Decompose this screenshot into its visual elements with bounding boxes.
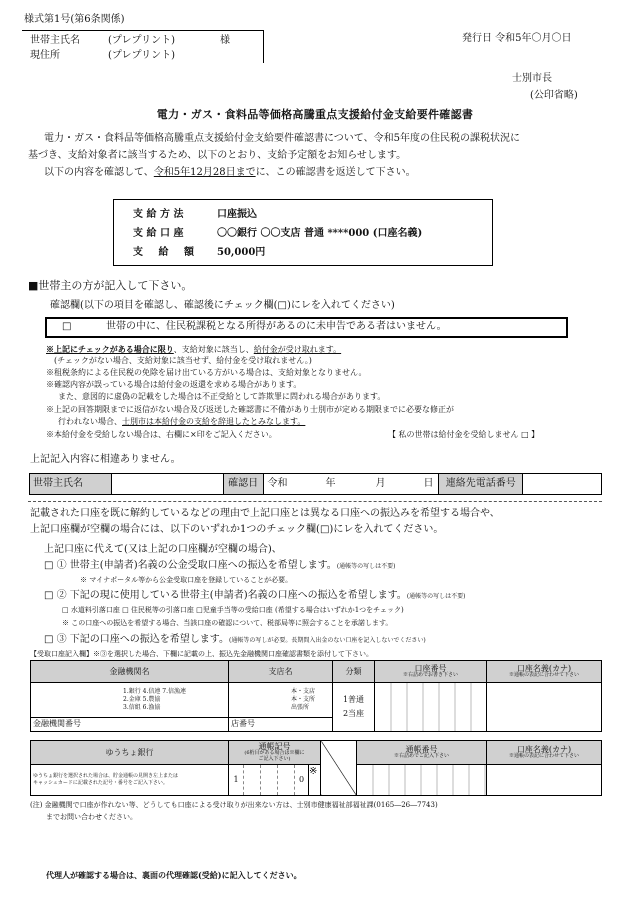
- name-field[interactable]: [111, 474, 223, 495]
- issuer: 士別市長: [512, 73, 552, 84]
- section2-lead: 上記口座に代えて(又は上記の口座欄が空欄の場合)、: [44, 544, 282, 555]
- yucho-number-header: 通帳番号 ※右詰めでご記入下さい: [357, 741, 487, 765]
- note-1-sub: (チェックがない場合、支給対象に該当せず、給付金を受け取れません。): [54, 356, 312, 365]
- phone-header: 連絡先電話番号: [439, 474, 523, 495]
- yucho-number-field[interactable]: [357, 765, 487, 796]
- yucho-header: ゆうちょ銀行: [31, 741, 229, 765]
- holder-field[interactable]: [487, 683, 602, 732]
- decline-checkbox[interactable]: 【 私の世帯は給付金を受給しません □ 】: [388, 430, 540, 439]
- bank-header: 金融機関名: [31, 661, 229, 683]
- method-value: 口座振込: [217, 209, 257, 220]
- yucho-slash-cell: [321, 741, 357, 796]
- yucho-symbol-field[interactable]: 1 0 ※: [229, 765, 321, 796]
- account-value: 〇〇銀行 〇〇支店 普通 ****000 (口座名義): [217, 228, 423, 239]
- yucho-holder-field[interactable]: [487, 765, 602, 796]
- account-label: 支 給 口 座: [133, 228, 184, 239]
- yucho-table: [30, 740, 602, 796]
- amount-value: 50,000円: [217, 247, 266, 258]
- option-3[interactable]: □ ③ 下記の口座への振込を希望します。(通帳等の写しが必要。長期間入出金のない口座を記入しないでください): [44, 634, 426, 645]
- proxy-note: 代理人が確認する場合は、裏面の代理確認(受給)に記入してください。: [46, 870, 302, 880]
- holder-header: 口座名義(カナ) ※通帳の表記に合わせて下さい: [487, 661, 602, 683]
- yucho-note: ゆうちょ銀行を選択された場合は、貯金通帳の見開き左上または キャッシュカードに記載された記号・番号をご記入下さい。: [31, 765, 229, 796]
- acct-header: 口座番号 ※右詰めでお書き下さい: [375, 661, 487, 683]
- intro-line-2: 基づき、支給対象者に該当するため、以下のとおり、支給予定額をお知らせします。: [28, 150, 407, 161]
- check-instruction: 確認欄(以下の項目を確認し、確認後にチェック欄(□)にレを入れてください): [50, 300, 395, 311]
- page-title: 電力・ガス・食料品等価格高騰重点支援給付金支給要件確認書: [156, 108, 474, 121]
- note-5: ※本給付金を受給しない場合は、右欄に×印をご記入ください。: [46, 430, 277, 439]
- bank-code-field[interactable]: 金融機関番号: [31, 717, 229, 731]
- intro-line-1: 電力・ガス・食料品等価格高騰重点支援給付金支給要件確認書について、令和5年度の住民税の課税状況に: [44, 133, 520, 144]
- option-2-choices[interactable]: □ 水道料引落口座 □ 住民税等の引落口座 □児童手当等の受給口座 (希望する場合はいずれか1つをチェック): [62, 606, 404, 614]
- amount-label: 支 給 額: [133, 247, 200, 258]
- table-caption: 【受取口座記入欄】※③を選択した場合、下欄に記載の上、振込先金融機関口座確認書類を添付して下さい。: [30, 650, 373, 658]
- branch-code-field[interactable]: 店番号: [229, 717, 333, 731]
- issue-date: 発行日 令和5年〇月〇日: [462, 33, 572, 44]
- name-label: 世帯主氏名: [30, 35, 80, 46]
- option-2[interactable]: □ ② 下記の現に使用している世帯主(申請者)名義の口座への振込を希望します。(通帳等の写しは不要): [44, 590, 466, 601]
- yucho-holder-header: 口座名義(カナ) ※通帳の表記に合わせて下さい: [487, 741, 602, 765]
- phone-field[interactable]: [523, 474, 602, 495]
- address-label: 現住所: [30, 50, 60, 61]
- bank-table: [30, 660, 602, 732]
- seal-note: (公印省略): [530, 90, 578, 101]
- branch-header: 支店名: [229, 661, 333, 683]
- option-1-note: ※ マイナポータル等から公金受取口座を登録していることが必要。: [80, 576, 293, 584]
- name-header: 世帯主氏名: [30, 474, 112, 495]
- divider: [28, 501, 602, 502]
- address-value: (プレプリント): [108, 50, 176, 61]
- contact-note: (注) 金融機関で口座が作れない等、どうしても口座による受け取りが出来ない方は、士別市健康福祉部福祉課(0165―26―7743): [30, 801, 438, 809]
- acct-number-field[interactable]: [375, 683, 487, 732]
- type-header: 分類: [333, 661, 375, 683]
- confirm-text: 上記記入内容に相違ありません。: [30, 454, 181, 465]
- yucho-symbol-header: 通帳記号 (6桁目がある場合は※欄に ご記入下さい): [229, 741, 321, 765]
- type-field[interactable]: 1普通 2当座: [333, 683, 375, 732]
- note-2: ※租税条約による住民税の免除を届け出ている方がいる場合は、支給対象となりません。: [46, 368, 367, 377]
- note-3-sub: また、意図的に虚偽の記載をした場合は不正受給として詐欺罪に問われる場合があります。: [58, 392, 386, 401]
- note-4a: ※上記の回答期限までに返信がない場合及び返送した確認書に不備があり士別市が定める期限までに必要な修正が: [46, 405, 454, 414]
- check-statement: 世帯の中に、住民税課税となる所得があるのに未申告である者はいません。: [106, 321, 447, 332]
- branch-name-field[interactable]: 本・支店 本・支所 出張所: [229, 683, 333, 717]
- date-header: 確認日: [223, 474, 263, 495]
- form-number: 様式第1号(第6条関係): [24, 14, 125, 25]
- option-2-note: ※ この口座への振込を希望する場合、当該口座の確認について、税部局等に照会することを承諾します。: [62, 619, 393, 627]
- method-label: 支 給 方 法: [133, 209, 184, 220]
- deadline: 令和5年12月28日まで: [153, 167, 256, 178]
- name-value: (プレプリント): [108, 35, 176, 46]
- section2-intro-2: 上記口座欄が空欄の場合には、以下のいずれか1つのチェック欄(□)にレを入れてください。: [30, 524, 444, 535]
- date-field[interactable]: 令和 年 月 日: [263, 474, 439, 495]
- honorific: 様: [220, 35, 230, 46]
- option-1[interactable]: □ ① 世帯主(申請者)名義の公金受取口座への振込を希望します。(通帳等の写しは不要): [44, 560, 396, 571]
- check-box-nonfiling[interactable]: □: [62, 321, 72, 332]
- confirm-row: [29, 473, 602, 495]
- note-3: ※確認内容が誤っている場合は給付金の返還を求める場合があります。: [46, 380, 302, 389]
- section1-heading: ■世帯主の方が記入して下さい。: [28, 279, 193, 292]
- contact-note-2: までお問い合わせください。: [46, 813, 137, 821]
- section2-intro-1: 記載された口座を既に解約しているなどの理由で上記口座とは異なる口座への振込みを希望する場合や、: [30, 508, 500, 519]
- note-1: ※上記にチェックがある場合に限り、支給対象に該当し、給付金が受け取れます。: [46, 344, 342, 354]
- note-4b: 行われない場合、士別市は本給付金の支給を辞退したとみなします。: [58, 417, 306, 426]
- intro-line-3: 以下の内容を確認して、令和5年12月28日までに、この確認書を返送して下さい。: [44, 167, 416, 178]
- bank-name-field[interactable]: 1.銀行 4.信連 7.信漁連 2.金庫 5.農協 3.信組 6.漁協: [31, 683, 229, 717]
